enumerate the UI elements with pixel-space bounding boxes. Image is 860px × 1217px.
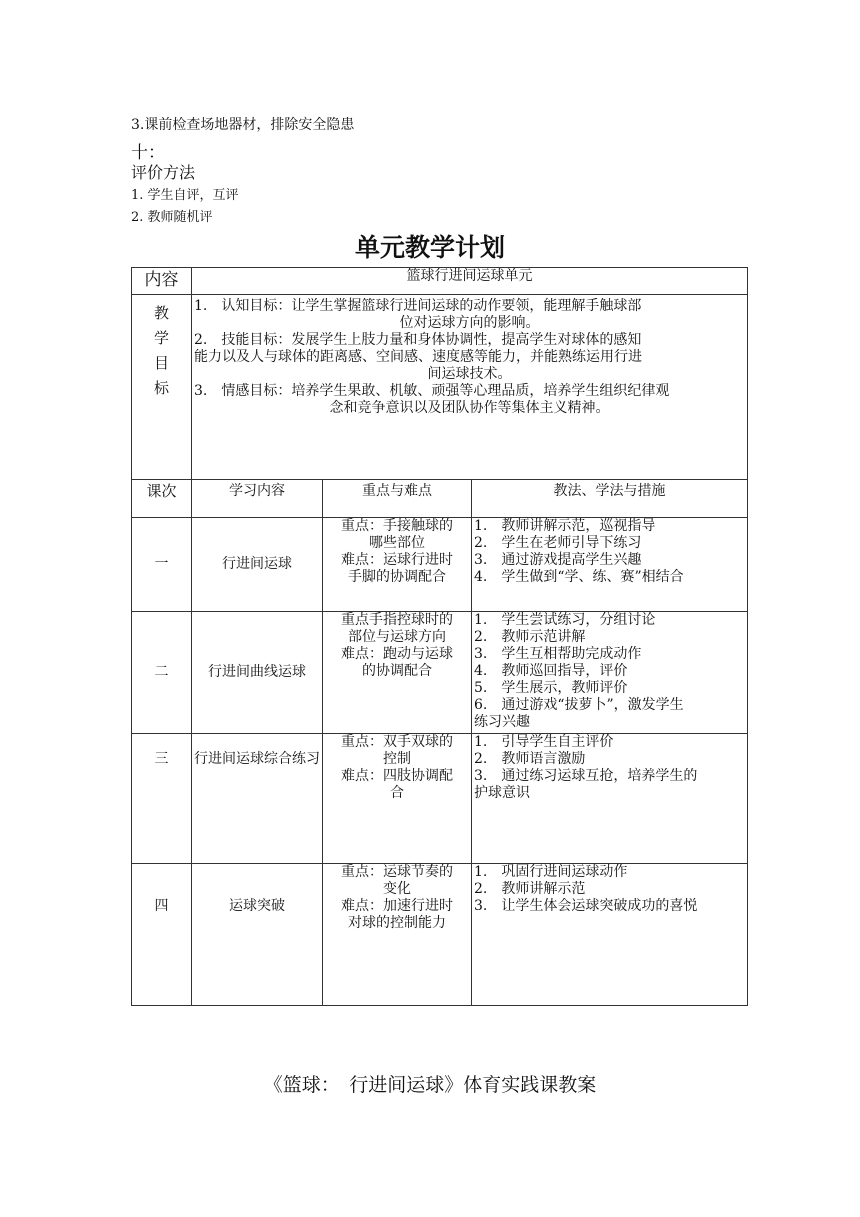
- evaluation-item-1: 1. 学生自评，互评: [131, 188, 239, 203]
- method-list: [472, 734, 748, 864]
- list-item: 1. 巩固行进间运球动作: [474, 864, 628, 880]
- lesson-content: 行进间运球综合练习: [192, 734, 323, 864]
- key-line: 难点：运球行进时: [341, 552, 453, 568]
- goal-label-char: 教: [153, 304, 169, 322]
- list-item: 2. 学生在老师引导下练习: [474, 535, 642, 551]
- header-lesson: 课次: [132, 480, 192, 518]
- goal-label-char: 目: [153, 354, 169, 372]
- list-item: 6. 通过游戏“拔萝卜”，激发学生: [474, 697, 684, 713]
- list-item: 4. 教师巡回指导，评价: [474, 663, 628, 679]
- table-row: [132, 864, 748, 1006]
- page-title: 单元教学计划: [354, 233, 505, 262]
- key-line: 对球的控制能力: [348, 915, 446, 931]
- list-item: 2. 教师语言激励: [474, 751, 586, 767]
- list-item: 护球意识: [474, 785, 530, 801]
- header-content: 学习内容: [192, 480, 323, 518]
- goal-skill: 2. 技能目标：发展学生上肢力量和身体协调性，提高学生对球体的感知: [194, 332, 642, 348]
- header-key: 重点与难点: [323, 480, 472, 518]
- list-item: 3. 让学生体会运球突破成功的喜悦: [474, 898, 698, 914]
- list-item: 1. 引导学生自主评价: [474, 734, 614, 750]
- goals-row: [132, 295, 748, 480]
- content-row: [132, 268, 748, 295]
- key-line: 的协调配合: [362, 663, 432, 679]
- key-line: 难点：加速行进时: [341, 898, 453, 914]
- key-line: 重点：手接触球的: [341, 518, 453, 534]
- table-row: [132, 734, 748, 864]
- key-line: 重点：双手双球的: [341, 734, 453, 750]
- lesson-number: 三: [132, 734, 192, 864]
- table-row: [132, 518, 748, 612]
- key-line: 哪些部位: [369, 535, 425, 551]
- lesson-number: 一: [132, 518, 192, 612]
- goal-affective-cont: 念和竞争意识以及团队协作等集体主义精神。: [329, 400, 610, 416]
- section-heading: 评价方法: [131, 163, 196, 182]
- evaluation-item-2: 2. 教师随机评: [131, 210, 213, 225]
- goal-skill-cont: 能力以及人与球体的距离感、空间感、速度感等能力，并能熟练运用行进: [194, 349, 642, 365]
- section-number: 十：: [131, 143, 165, 163]
- lesson-content: 行进间运球: [192, 518, 323, 612]
- list-item: 练习兴趣: [474, 714, 530, 730]
- goal-skill-cont2: 间运球技术。: [427, 366, 512, 382]
- list-item: 3. 通过游戏提高学生兴趣: [474, 552, 642, 568]
- key-points: [323, 864, 472, 1006]
- key-line: 控制: [383, 751, 411, 767]
- key-line: 难点：四肢协调配: [341, 768, 453, 784]
- lesson-number: 二: [132, 612, 192, 734]
- key-points: [323, 734, 472, 864]
- goal-label-char: 学: [153, 329, 169, 347]
- list-item: 3. 通过练习运球互抢，培养学生的: [474, 768, 698, 784]
- goal-cognitive-cont: 位对运球方向的影响。: [399, 315, 540, 331]
- list-item: 4. 学生做到“学、练、赛”相结合: [474, 569, 684, 585]
- goal-affective: 3. 情感目标：培养学生果敢、机敏、顽强等心理品质，培养学生组织纪律观: [194, 383, 670, 399]
- key-line: 变化: [383, 881, 411, 897]
- list-item: 2. 教师示范讲解: [474, 629, 586, 645]
- key-line: 部位与运球方向: [348, 629, 446, 645]
- goal-cognitive: 1. 认知目标：让学生掌握篮球行进间运球的动作要领，能理解手触球部: [194, 298, 642, 314]
- header-row: [132, 480, 748, 518]
- preface-item-3: 3.课前检查场地器材，排除安全隐患: [131, 117, 355, 133]
- key-line: 重点：运球节奏的: [341, 864, 453, 880]
- method-list: [472, 864, 748, 1006]
- next-page-title: 《篮球： 行进间运球》体育实践课教案: [263, 1074, 597, 1096]
- list-item: 2. 教师讲解示范: [474, 881, 586, 897]
- content-value: 篮球行进间运球单元: [192, 268, 748, 295]
- goal-label: [132, 295, 192, 480]
- unit-plan-table: [131, 267, 748, 1006]
- content-label: 内容: [132, 268, 192, 295]
- lesson-content: 行进间曲线运球: [192, 612, 323, 734]
- key-line: 手脚的协调配合: [348, 569, 446, 585]
- key-points: [323, 612, 472, 734]
- key-points: [323, 518, 472, 612]
- header-method: 教法、学法与措施: [472, 480, 748, 518]
- list-item: 3. 学生互相帮助完成动作: [474, 646, 642, 662]
- lesson-content: 运球突破: [192, 864, 323, 1006]
- method-list: [472, 612, 748, 734]
- key-line: 重点手指控球时的: [341, 612, 453, 628]
- key-line: 合: [390, 785, 404, 801]
- key-line: 难点：跑动与运球: [341, 646, 453, 662]
- method-list: [472, 518, 748, 612]
- table-row: [132, 612, 748, 734]
- lesson-number: 四: [132, 864, 192, 1006]
- list-item: 1. 学生尝试练习，分组讨论: [474, 612, 656, 628]
- list-item: 1. 教师讲解示范，巡视指导: [474, 518, 656, 534]
- list-item: 5. 学生展示，教师评价: [474, 680, 628, 696]
- goal-label-char: 标: [153, 379, 169, 397]
- goals-cell: [192, 295, 748, 480]
